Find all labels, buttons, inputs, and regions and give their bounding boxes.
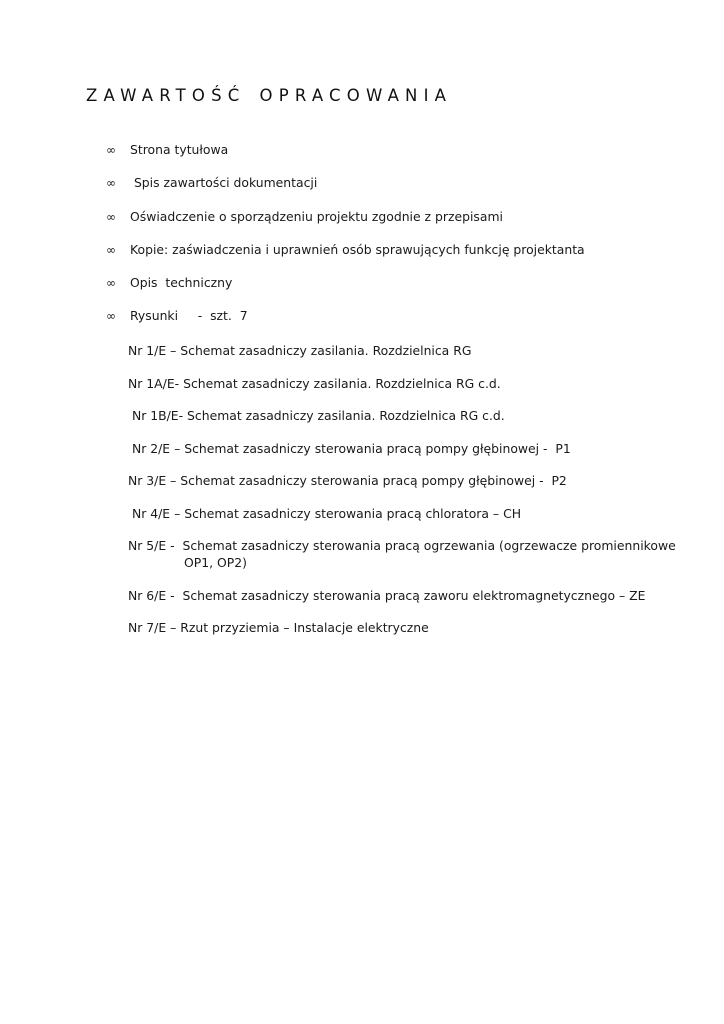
drawing-entry-text: Nr 1B/E- Schemat zasadniczy zasilania. Rozdzielnica RG c.d.: [128, 408, 505, 423]
drawing-entry-text: Nr 1/E – Schemat zasadniczy zasilania. Rozdzielnica RG: [128, 343, 472, 358]
drawing-entry-text: Nr 4/E – Schemat zasadniczy sterowania pracą chloratora – CH: [128, 505, 522, 521]
list-item-text: Kopie: zaświadczenia i uprawnień osób sprawujących funkcję projektanta: [130, 241, 585, 257]
drawing-entry-text: Nr 1A/E- Schemat zasadniczy zasilania. Rozdzielnica RG c.d.: [128, 375, 501, 391]
list-item-text: Oświadczenie o sporządzeniu projektu zgodnie z przepisami: [130, 208, 503, 224]
drawing-entry-text: Nr 6/E - Schemat zasadniczy sterowania pracą zaworu elektromagnetycznego – ZE: [128, 587, 646, 603]
drawing-entry-continuation: OP1, OP2): [184, 555, 247, 570]
list-item-text: Strona tytułowa: [130, 142, 229, 157]
list-item: [106, 308, 585, 341]
infinity-bullet-icon: ∞: [106, 176, 116, 191]
drawing-entry-text: Nr 7/E – Rzut przyziemia – Instalacje elektryczne: [128, 620, 429, 635]
drawing-entry: [128, 407, 668, 424]
drawing-entry-text: Nr 5/E - Schemat zasadniczy sterowania pracą ogrzewania (ogrzewacze promiennikowe: [128, 538, 676, 553]
list-item: [106, 175, 585, 208]
drawing-entry: [128, 619, 668, 636]
title-word-1: ZAWARTOŚĆ: [86, 86, 246, 105]
title-word-2: OPRACOWANIA: [259, 86, 453, 105]
drawing-entry: [128, 537, 676, 571]
list-item-text: Rysunki - szt. 7: [130, 308, 248, 324]
drawings-list: [128, 342, 676, 652]
infinity-bullet-icon: ∞: [106, 309, 116, 324]
contents-list: [106, 142, 585, 342]
list-item-text: Spis zawartości dokumentacji: [130, 175, 318, 191]
page-title: [86, 86, 452, 105]
drawing-entry: [128, 587, 668, 604]
drawing-entry-text: Nr 3/E – Schemat zasadniczy sterowania pracą pompy głębinowej - P2: [128, 473, 567, 488]
drawing-entry: [128, 440, 668, 457]
drawing-entry: [128, 472, 668, 489]
list-item: [106, 242, 585, 275]
infinity-bullet-icon: ∞: [106, 242, 116, 257]
drawing-entry: [128, 375, 668, 392]
list-item: [106, 142, 585, 175]
drawing-entry-text: Nr 2/E – Schemat zasadniczy sterowania pracą pompy głębinowej - P1: [128, 440, 571, 456]
drawing-entry: [128, 505, 668, 522]
infinity-bullet-icon: ∞: [106, 143, 116, 157]
list-item: [106, 275, 585, 308]
infinity-bullet-icon: ∞: [106, 209, 116, 224]
drawing-entry: [128, 342, 668, 359]
list-item: [106, 209, 585, 242]
list-item-text: Opis techniczny: [130, 275, 233, 291]
infinity-bullet-icon: ∞: [106, 276, 116, 291]
